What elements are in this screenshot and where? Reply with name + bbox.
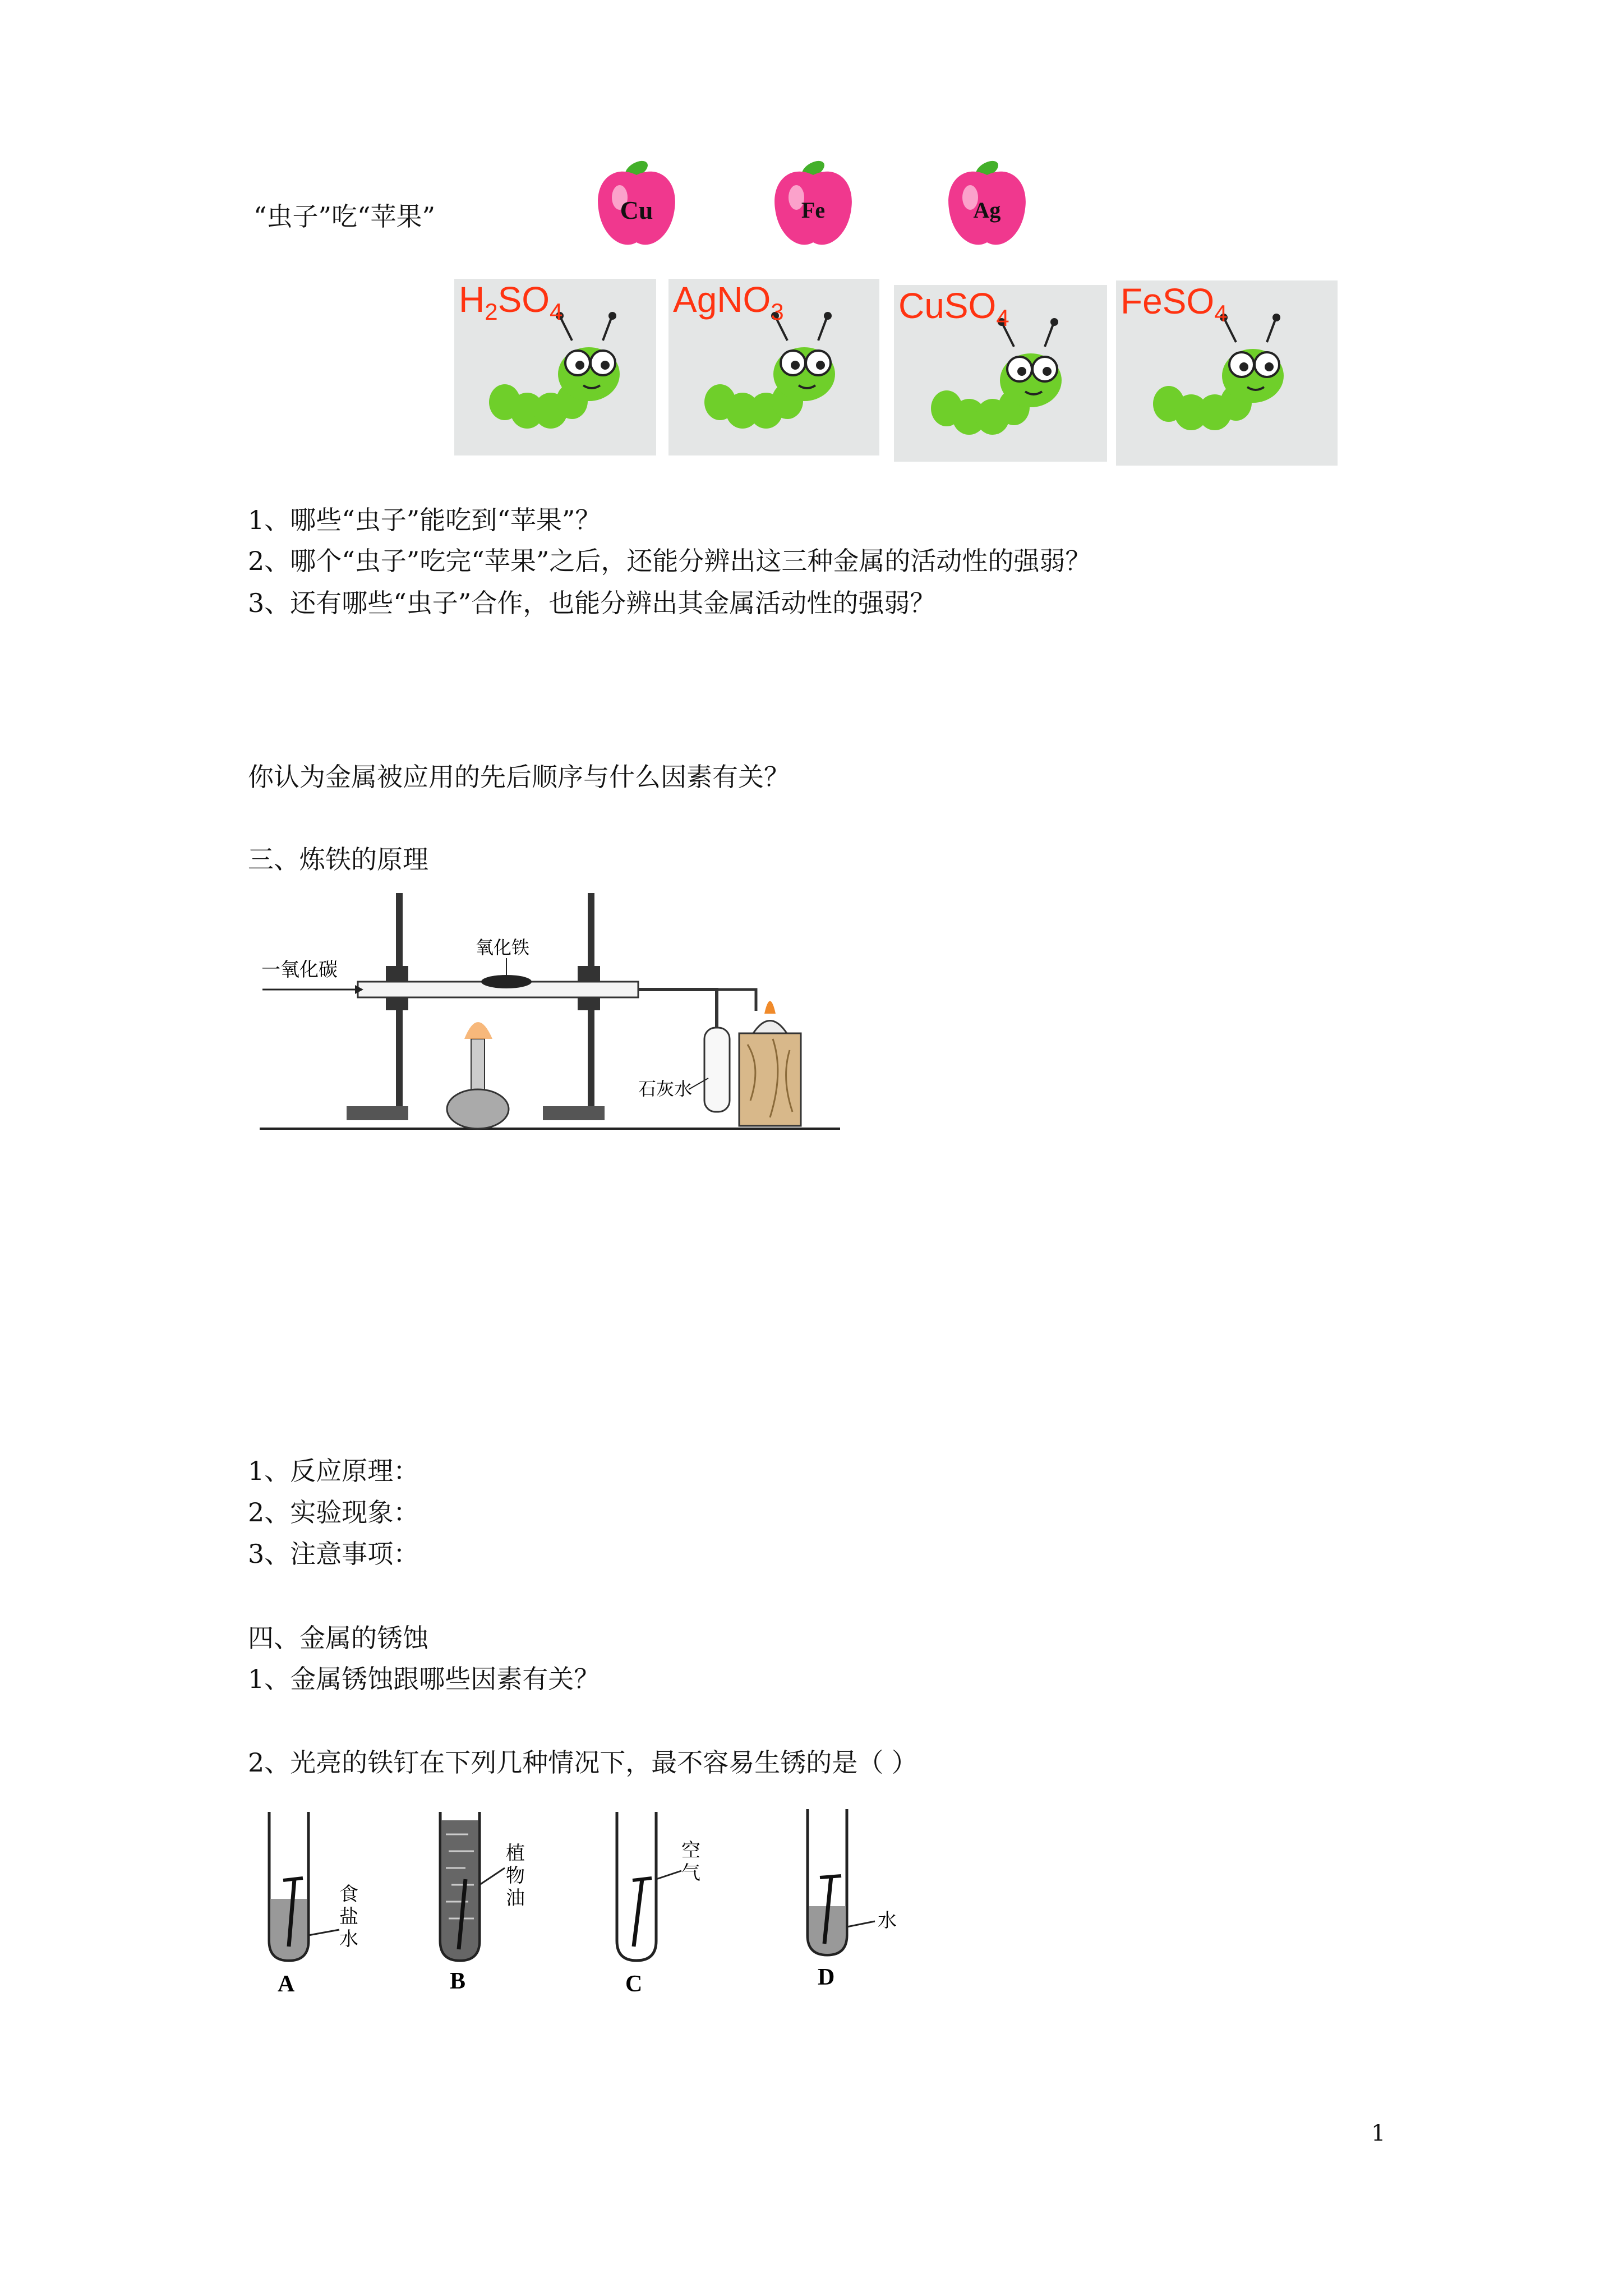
iron-smelting-apparatus [251, 887, 846, 1134]
iron-section-heading: 三、炼铁的原理 [248, 844, 428, 875]
worm-card-h2so4 [454, 279, 656, 455]
limewater-label: 石灰水 [638, 1078, 693, 1099]
tube-a-label-2: 盐 [339, 1906, 358, 1928]
apple-label: Fe [801, 197, 826, 223]
tube-b-label-3: 油 [506, 1887, 525, 1910]
tube-c-label-1: 空 [681, 1839, 700, 1862]
tube-d-letter: D [818, 1964, 835, 1990]
worm-card-feso4 [1116, 280, 1338, 466]
co-label: 一氧化碳 [261, 959, 338, 981]
tube-c [617, 1812, 700, 1997]
rust-section-heading: 四、金属的锈蚀 [248, 1623, 428, 1653]
page-number: 1 [1371, 2120, 1386, 2146]
question-2: 2、哪个“虫子”吃完“苹果”之后，还能分辨出这三种金属的活动性的强弱？ [248, 546, 1091, 576]
question-1: 1、哪些“虫子”能吃到“苹果”？ [248, 505, 601, 535]
tube-b-label-2: 物 [506, 1865, 525, 1887]
tube-c-label-2: 气 [681, 1862, 700, 1884]
apple-fe-icon [768, 153, 858, 254]
tube-c-letter: C [625, 1971, 643, 1997]
rust-question-2: 2、光亮的铁钉在下列几种情况下，最不容易生锈的是（ ） [248, 1747, 917, 1778]
apple-label: Ag [973, 197, 1001, 223]
worm-formula: AgNO$_3$ [673, 279, 784, 325]
worm-formula: $H_2SO_4$ [459, 279, 563, 325]
apple-label: Cu [620, 196, 653, 224]
apple-ag-icon [942, 153, 1032, 254]
tube-b-letter: B [450, 1968, 466, 1994]
tube-a-label-3: 水 [339, 1928, 358, 1950]
tube-d [808, 1809, 897, 1990]
apple-cu-icon [592, 153, 681, 254]
question-metal-order: 你认为金属被应用的先后顺序与什么因素有关？ [248, 762, 790, 792]
iron-item-2: 2、实验现象： [248, 1497, 419, 1527]
worm-formula: FeSO$_4$ [1121, 281, 1228, 326]
worm-card-agno3 [668, 279, 879, 455]
iron-item-3: 3、注意事项： [248, 1539, 419, 1569]
tube-a [269, 1812, 358, 1997]
rust-question-1: 1、金属锈蚀跟哪些因素有关？ [248, 1664, 600, 1694]
worm-section-title: “虫子”吃“苹果” [253, 201, 436, 232]
worm-card-cuso4 [894, 285, 1107, 462]
iron-item-1: 1、反应原理： [248, 1456, 419, 1486]
tube-a-letter: A [278, 1971, 295, 1997]
fe2o3-label: 氧化铁 [476, 937, 530, 958]
tube-d-label-1: 水 [878, 1910, 897, 1932]
worm-formula: CuSO$_4$ [898, 286, 1009, 331]
test-tubes-figure [247, 1806, 976, 2003]
question-3: 3、还有哪些“虫子”合作，也能分辨出其金属活动性的强弱？ [248, 588, 936, 618]
tube-b-label-1: 植 [506, 1842, 525, 1865]
tube-a-label-1: 食 [339, 1883, 358, 1906]
tube-b [440, 1812, 525, 1994]
